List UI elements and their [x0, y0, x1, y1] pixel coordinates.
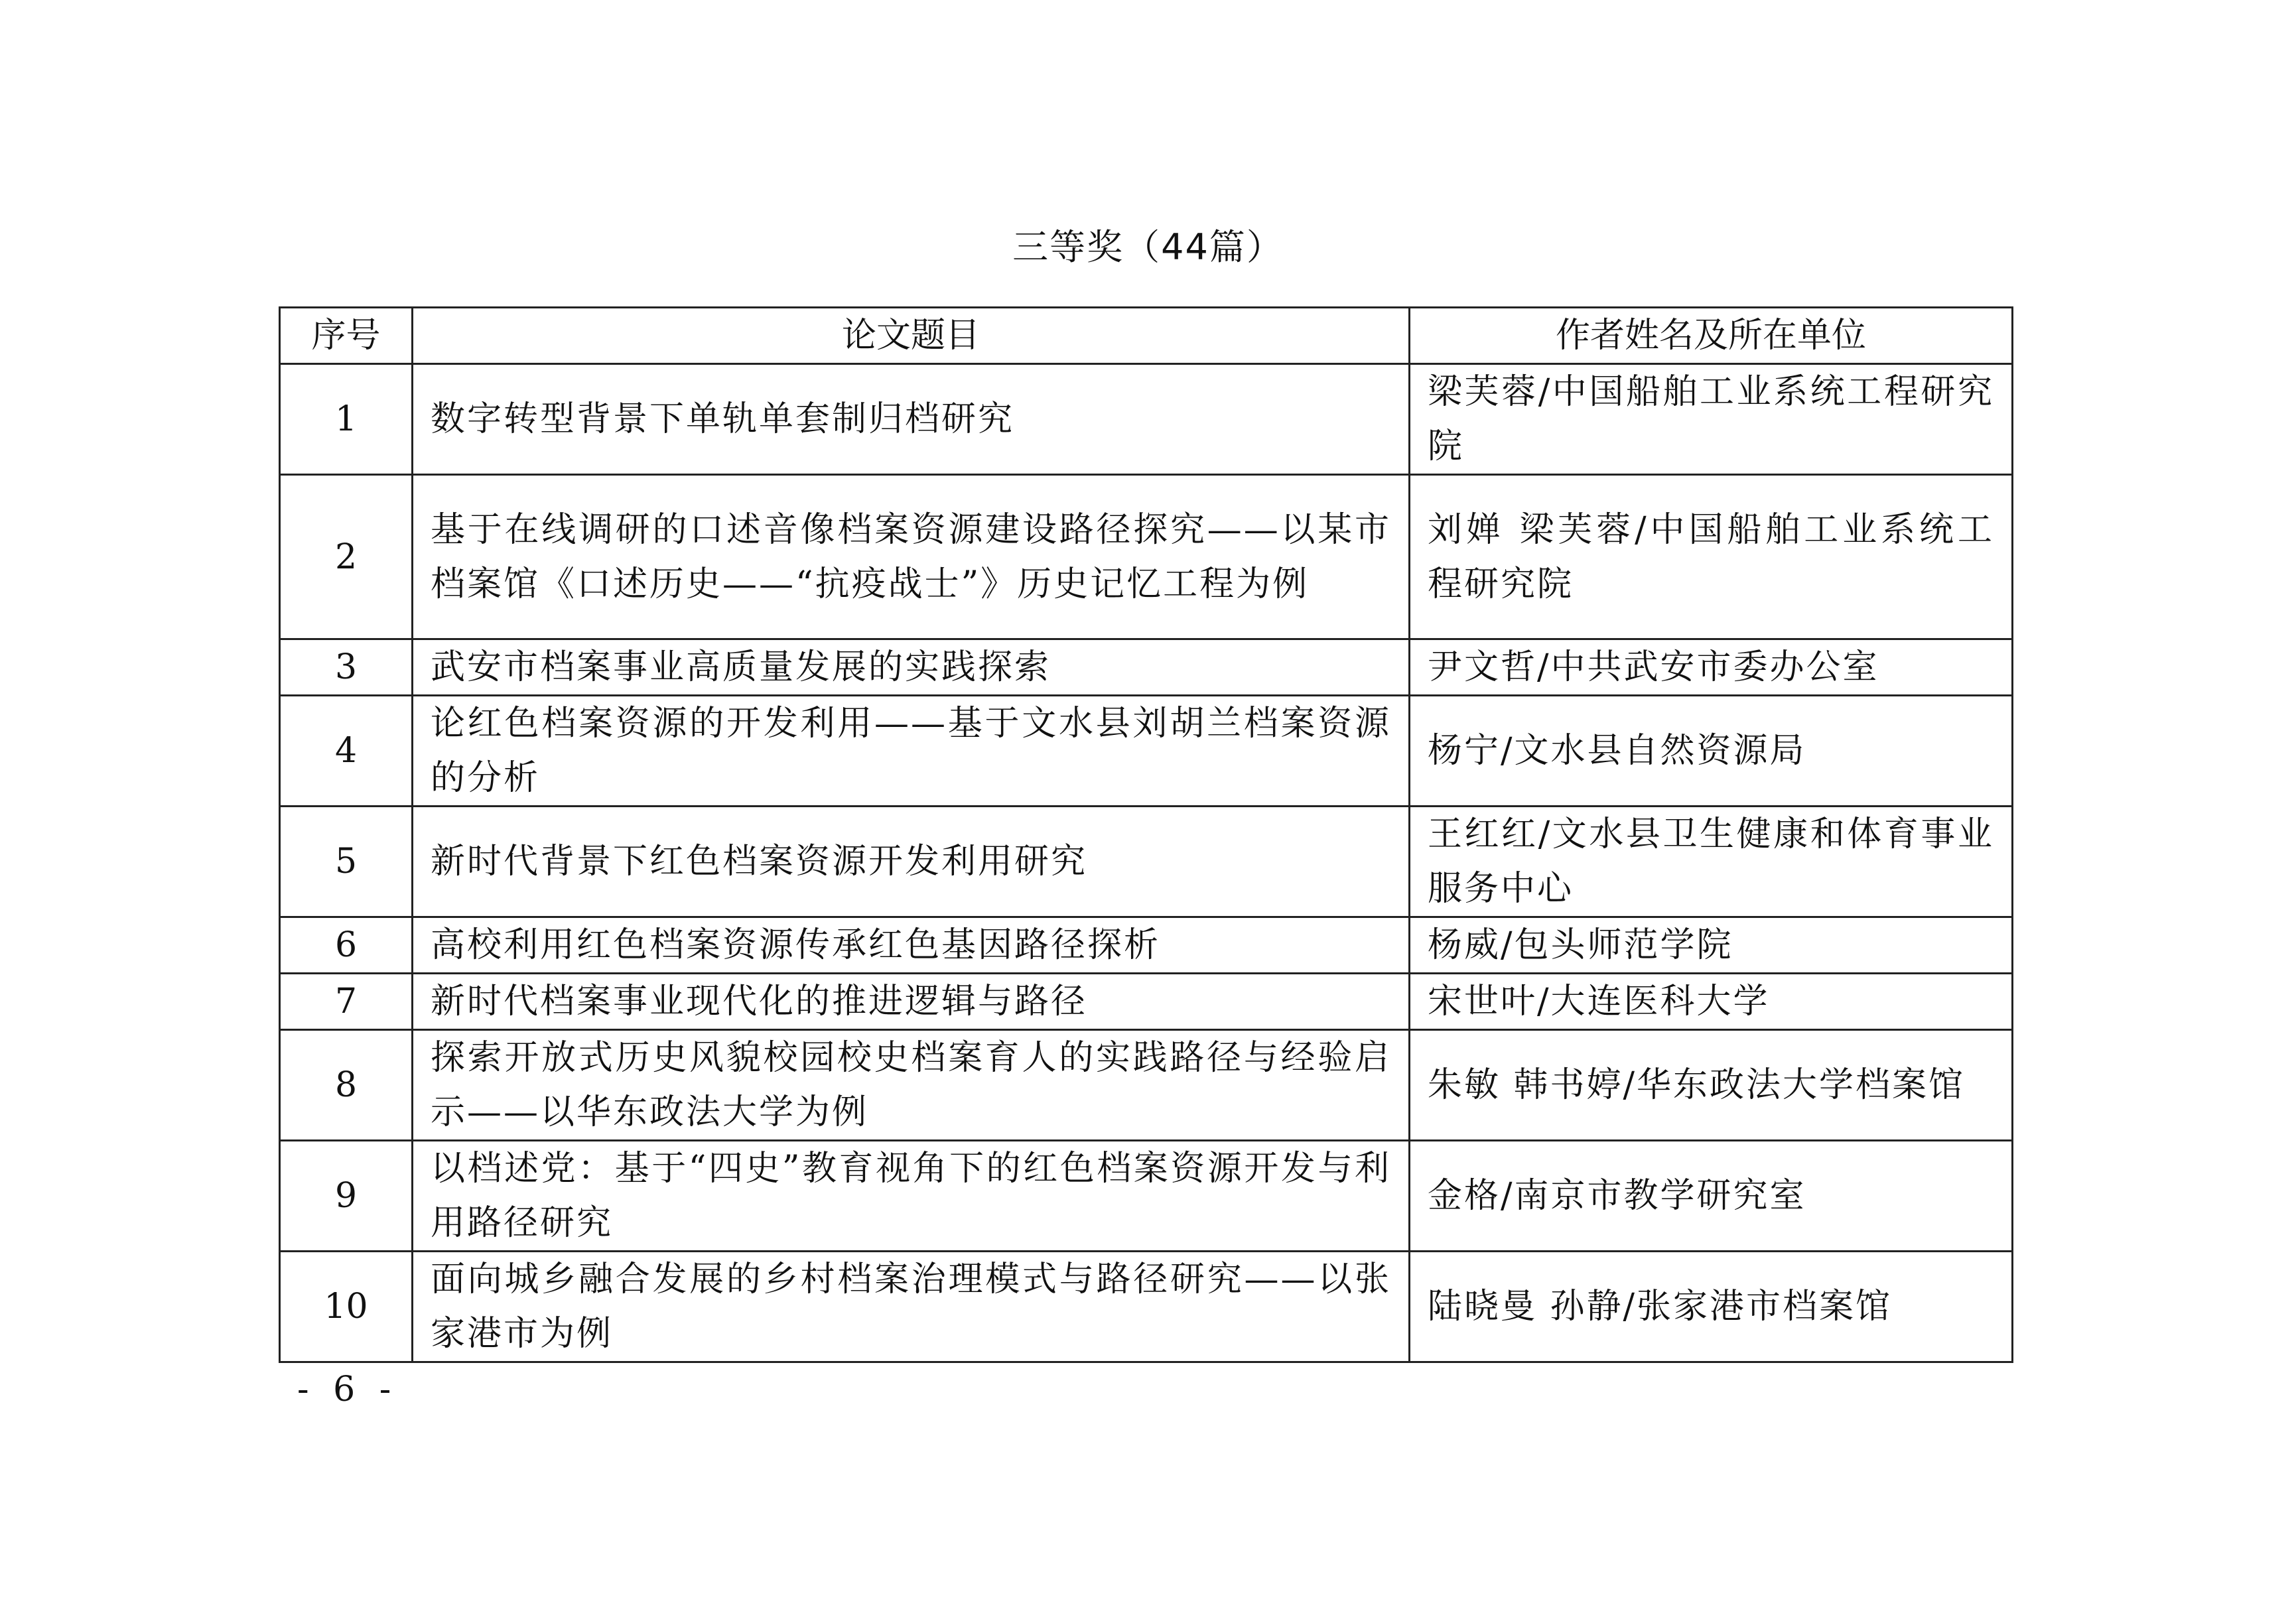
row-number: 1 [280, 364, 413, 475]
page-title: 三等奖（44篇） [1012, 226, 1284, 268]
row-title: 新时代档案事业现代化的推进逻辑与路径 [413, 974, 1410, 1030]
row-author: 梁芙蓉/中国船舶工业系统工程研究院 [1410, 364, 2013, 475]
row-number: 8 [280, 1030, 413, 1141]
row-title: 新时代背景下红色档案资源开发利用研究 [413, 807, 1410, 917]
header-number: 序号 [280, 308, 413, 364]
row-author: 王红红/文水县卫生健康和体育事业服务中心 [1410, 807, 2013, 917]
row-number: 2 [280, 475, 413, 639]
table-row [280, 364, 2013, 475]
row-author: 宋世叶/大连医科大学 [1410, 974, 2013, 1030]
table-row [280, 974, 2013, 1030]
table-row [280, 696, 2013, 807]
row-author: 金格/南京市教学研究室 [1410, 1141, 2013, 1252]
row-author: 杨宁/文水县自然资源局 [1410, 696, 2013, 807]
row-title: 高校利用红色档案资源传承红色基因路径探析 [413, 917, 1410, 974]
table-header [280, 308, 2013, 364]
header-title: 论文题目 [413, 308, 1410, 364]
table-row [280, 807, 2013, 917]
header-author: 作者姓名及所在单位 [1410, 308, 2013, 364]
table-row [280, 1030, 2013, 1141]
table-row [280, 639, 2013, 696]
table-row [280, 475, 2013, 639]
row-author: 朱敏 韩书婷/华东政法大学档案馆 [1410, 1030, 2013, 1141]
row-number: 10 [280, 1252, 413, 1362]
row-number: 9 [280, 1141, 413, 1252]
row-author: 尹文哲/中共武安市委办公室 [1410, 639, 2013, 696]
row-number: 4 [280, 696, 413, 807]
row-author: 刘婵 梁芙蓉/中国船舶工业系统工程研究院 [1410, 475, 2013, 639]
header-row [280, 308, 2013, 364]
row-number: 7 [280, 974, 413, 1030]
row-title: 面向城乡融合发展的乡村档案治理模式与路径研究——以张家港市为例 [413, 1252, 1410, 1362]
table-body [280, 364, 2013, 1362]
row-number: 3 [280, 639, 413, 696]
row-number: 6 [280, 917, 413, 974]
row-title: 探索开放式历史风貌校园校史档案育人的实践路径与经验启示——以华东政法大学为例 [413, 1030, 1410, 1141]
row-title: 武安市档案事业高质量发展的实践探索 [413, 639, 1410, 696]
row-author: 陆晓曼 孙静/张家港市档案馆 [1410, 1252, 2013, 1362]
table-row [280, 917, 2013, 974]
table-row [280, 1141, 2013, 1252]
row-title: 数字转型背景下单轨单套制归档研究 [413, 364, 1410, 475]
page-number: - 6 - [297, 1370, 398, 1409]
table-row [280, 1252, 2013, 1362]
row-author: 杨威/包头师范学院 [1410, 917, 2013, 974]
row-number: 5 [280, 807, 413, 917]
row-title: 基于在线调研的口述音像档案资源建设路径探究——以某市档案馆《口述历史——“抗疫战士”》历史记忆工程为例 [413, 475, 1410, 639]
row-title: 论红色档案资源的开发利用——基于文水县刘胡兰档案资源的分析 [413, 696, 1410, 807]
award-table [279, 306, 2013, 1363]
row-title: 以档述党：基于“四史”教育视角下的红色档案资源开发与利用路径研究 [413, 1141, 1410, 1252]
